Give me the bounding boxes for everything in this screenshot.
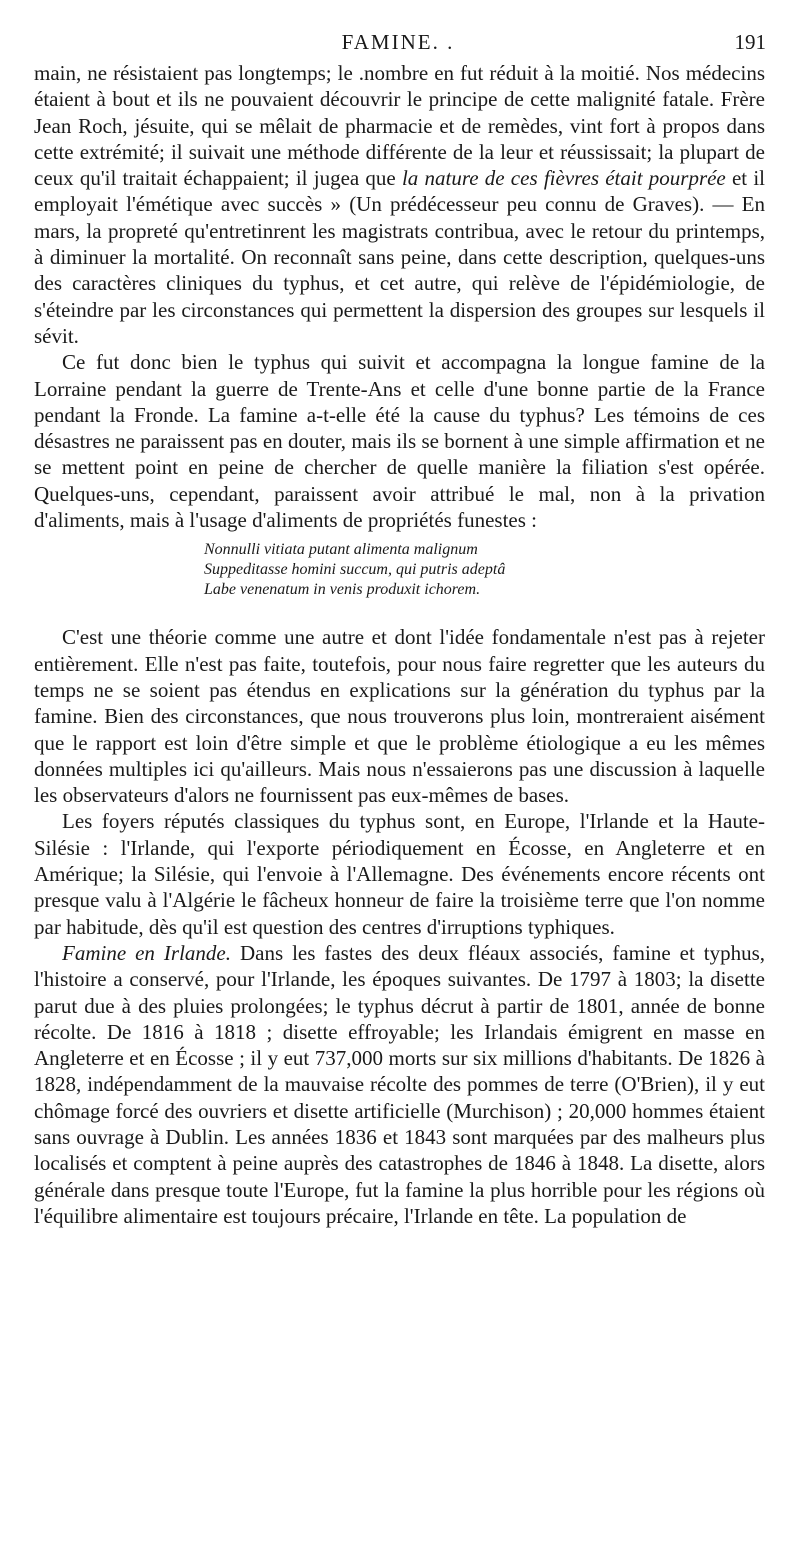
paragraph-continuation — [34, 60, 765, 349]
latin-verse-quote — [204, 540, 765, 600]
verse-line: Suppeditasse homini succum, qui putris adeptâ — [204, 561, 506, 579]
italic-phrase: la nature de ces fièvres était pourprée — [401, 166, 726, 191]
paragraph-text: et il employait l'émétique avec succès » (Un prédécesseur peu connu de Graves). — En mars, la propreté qu'entretinrent les magistrats contribua, avec le retour du printemps, à diminuer la mortalité. On reconnaît sans peine, dans cette description, quelques-uns des caractères cliniques du typhus, et cet autre, qui relève de l'épidémiologie, de s'éteindre par les circonstances qui permettent la dispersion des groupes sur lesquels il sévit. — [34, 166, 766, 348]
page-number: 191 — [734, 30, 766, 54]
running-title: FAMINE. . — [341, 30, 455, 54]
paragraph: Les foyers réputés classiques du typhus sont, en Europe, l'Irlande et la Haute-Silésie : l'Irlande, qui l'exporte périodiquement en Écosse, en Angleterre et en Amérique; la Silésie, qui l'envoie à l'Allemagne. Des événements encore récents ont presque valu à l'Algérie le fâcheux honneur de faire la troisième terre que l'on nomme par habitude, dès qu'il est question des centres d'irruptions typhiques. — [34, 809, 765, 939]
paragraph: C'est une théorie comme une autre et dont l'idée fondamentale n'est pas à rejeter entièrement. Elle n'est pas faite, toutefois, pour nous faire regretter que les auteurs du temps ne se soient pas étendus en explications sur la génération du typhus par la famine. Bien des circonstances, que nous trouverons plus loin, montreraient aisément que le rapport est loin d'être simple et que le problème étiologique a eu les mêmes données multiples ici qu'ailleurs. Mais nous n'essaierons pas une discussion à laquelle les observateurs d'alors ne fournissent pas eux-mêmes de bases. — [34, 625, 765, 808]
paragraph-text: main, ne résistaient pas longtemps; le .nombre en fut réduit à la moitié. Nos médecins étaient à bout et ils ne pouvaient découvrir le principe de cette malignité fatale. Frère Jean Roch, jésuite, qui se mêlait de pharmacie et de remèdes, vint fort à propos dans cette extrémité; il suivait une méthode différente de la leur et réussissait; la plupart de ceux qu'il traitait échappaient; il jugea que — [34, 61, 765, 191]
section-heading-italic: Famine en Irlande. — [62, 940, 231, 965]
paragraph: Ce fut donc bien le typhus qui suivit et accompagna la longue famine de la Lorraine pendant la guerre de Trente-Ans et celle d'une bonne partie de la France pendant la Fronde. La famine a-t-elle été la cause du typhus? Les témoins de ces désastres ne paraissent pas en douter, mais ils se bornent à une simple affirmation et ne se mettent point en peine de chercher de quelle manière la filiation s'est opérée. Quelques-uns, cependant, paraissent avoir attribué le mal, non à la privation d'aliments, mais à l'usage d'aliments de propriétés funestes : — [34, 350, 765, 533]
paragraph-text: Dans les fastes des deux fléaux associés, famine et typhus, l'histoire a conservé, pour l'Irlande, les époques suivantes. De 1797 à 1803; la disette parut due à des pluies prolongées; le typhus décrut à partir de 1801, année de bonne récolte. De 1816 à 1818 ; disette effroyable; les Irlandais émigrent en masse en Angleterre et en Écosse ; il y eut 737,000 morts sur six millions d'habitants. De 1826 à 1828, indépendamment de la mauvaise récolte des pommes de terre (O'Brien), il y eut chômage forcé des ouvriers et disette artificielle (Murchison) ; 20,000 hommes étaient sans ouvrage à Dublin. Les années 1836 et 1843 sont marquées par des malheurs plus localisés et comptent à peine auprès des catastrophes de 1846 à 1848. La disette, alors générale dans presque toute l'Europe, fut la famine la plus horrible pour les régions où l'équilibre alimentaire est toujours précaire, l'Irlande en tête. La population de — [34, 940, 765, 1228]
verse-line: Nonnulli vitiata putant alimenta malignum — [204, 541, 478, 559]
paragraph-famine-ireland — [34, 940, 765, 1229]
page-header — [30, 30, 766, 60]
verse-line: Labe venenatum in venis produxit ichorem. — [204, 581, 481, 599]
body-text — [34, 60, 765, 1229]
